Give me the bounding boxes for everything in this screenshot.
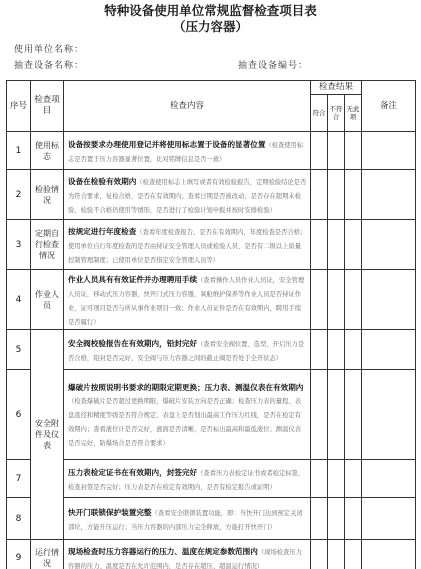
noncompliant-cell[interactable] <box>328 270 345 330</box>
compliant-cell[interactable] <box>311 498 328 540</box>
not-applicable-cell[interactable] <box>345 132 362 170</box>
compliant-cell[interactable] <box>311 540 328 569</box>
row-requirement: 现场检查时压力容器运行的压力、温度在规定参数范围内 <box>68 546 258 556</box>
remark-cell[interactable] <box>362 498 416 540</box>
row-number: 2 <box>7 170 31 220</box>
header-not-applicable: 无此项 <box>345 95 362 132</box>
row-method: （检查使用标志上填写或者有效检验报告，定期检验结论是否为符合要求，复检合格，是否在有效期内；查看日期是否被改动；是否存在超期未检验、检验不合格仍使用等情形，是否进行了检验计划申报并按时安排检验） <box>68 178 307 214</box>
row-content <box>64 370 311 460</box>
row-item: 使用标志 <box>31 132 64 170</box>
row-content <box>64 460 311 498</box>
noncompliant-cell[interactable] <box>328 170 345 220</box>
table-row <box>7 132 416 170</box>
row-item-safety-accessories: 安全附件及仪表 <box>31 330 64 540</box>
row-number: 3 <box>7 220 31 270</box>
table-row <box>7 460 416 498</box>
table-row <box>7 540 416 569</box>
noncompliant-cell[interactable] <box>328 330 345 370</box>
remark-cell[interactable] <box>362 330 416 370</box>
table-row <box>7 270 416 330</box>
table-row <box>7 330 416 370</box>
not-applicable-cell[interactable] <box>345 330 362 370</box>
row-requirement: 压力表检定证书在有效期内，封签完好 <box>68 467 198 477</box>
row-item: 定期自行检查情况 <box>31 220 64 270</box>
table-row <box>7 370 416 460</box>
not-applicable-cell[interactable] <box>345 220 362 270</box>
compliant-cell[interactable] <box>311 132 328 170</box>
noncompliant-cell[interactable] <box>328 460 345 498</box>
remark-cell[interactable] <box>362 540 416 569</box>
row-number: 1 <box>7 132 31 170</box>
table-row <box>7 170 416 220</box>
noncompliant-cell[interactable] <box>328 370 345 460</box>
row-method: （查看安全联锁装置功能，即：当快开门达到预定关闭部位，方能升压运行；当压力容器的内部压力完全释放，方能打开快开门） <box>68 509 303 531</box>
not-applicable-cell[interactable] <box>345 540 362 569</box>
document-subtitle: （压力容器） <box>172 19 248 34</box>
compliant-cell[interactable] <box>311 330 328 370</box>
row-content <box>64 540 311 569</box>
not-applicable-cell[interactable] <box>345 498 362 540</box>
compliant-cell[interactable] <box>311 220 328 270</box>
inspection-table <box>6 80 416 569</box>
document-title: 特种设备使用单位常规监督检查项目表 <box>104 3 317 18</box>
row-requirement: 作业人员具有有效证件并办理聘用手续 <box>68 274 198 284</box>
unit-name-label: 使用单位名称： <box>14 45 85 55</box>
not-applicable-cell[interactable] <box>345 460 362 498</box>
row-requirement: 按规定进行年度检查 <box>68 226 137 236</box>
row-content <box>64 132 311 170</box>
not-applicable-cell[interactable] <box>345 270 362 330</box>
row-method: （查看压力表检定证书或者检定标签，检查封签是否完好；压力表是否在检定有效期内，是否有检定报告或证明） <box>68 469 305 491</box>
row-item: 作业人员 <box>31 270 64 330</box>
row-method: （检查爆破片是否超过更换期限，爆破片安装方向是否正确；检查压力表的量程、表盘直径和精度等级是否符合规定，表盘上是否划出最高工作压力红线，是否在检定有效期内；查看液位计是否完好，液面是否清晰，是否标出最高和最低液位；测温仪表是否完好，防爆场合是否符合要求） <box>68 398 301 447</box>
row-method: （查看年度检查报告，是否在有效期内，年度检查是否合格；使用单位自行年度检查的是否由持证安全管理人员或检验人员、是否有二级以上质量控制管理制度；已使用单位是否指定安全管理人员等） <box>68 228 307 264</box>
row-number: 5 <box>7 330 31 370</box>
noncompliant-cell[interactable] <box>328 498 345 540</box>
row-number: 9 <box>7 540 31 569</box>
row-item: 运行情况 <box>31 540 64 569</box>
row-requirement: 爆破片按照说明书要求的期限定期更换；压力表、测温仪表在有效期内 <box>68 383 304 392</box>
remark-cell[interactable] <box>362 132 416 170</box>
noncompliant-cell[interactable] <box>328 132 345 170</box>
row-number: 4 <box>7 270 31 330</box>
row-content <box>64 170 311 220</box>
noncompliant-cell[interactable] <box>328 540 345 569</box>
header-content: 检查内容 <box>64 81 311 132</box>
header-row <box>7 81 416 95</box>
compliant-cell[interactable] <box>311 370 328 460</box>
header-remark: 备注 <box>362 81 416 132</box>
row-number: 6 <box>7 370 31 460</box>
not-applicable-cell[interactable] <box>345 170 362 220</box>
remark-cell[interactable] <box>362 270 416 330</box>
header-result: 检查结果 <box>311 81 362 95</box>
row-item: 检验情况 <box>31 170 64 220</box>
header-noncompliant: 不符合 <box>328 95 345 132</box>
row-number: 7 <box>7 460 31 498</box>
remark-cell[interactable] <box>362 460 416 498</box>
header-item: 检查项目 <box>31 81 64 132</box>
not-applicable-cell[interactable] <box>345 370 362 460</box>
header-compliant: 符合 <box>311 95 328 132</box>
noncompliant-cell[interactable] <box>328 220 345 270</box>
header-no: 序号 <box>7 81 31 132</box>
row-requirement: 设备在检验有效期内 <box>68 176 137 186</box>
row-content <box>64 270 311 330</box>
table-row <box>7 220 416 270</box>
row-content <box>64 498 311 540</box>
remark-cell[interactable] <box>362 370 416 460</box>
row-requirement: 设备按要求办理使用登记并将使用标志置于设备的显著位置 <box>68 139 266 149</box>
row-requirement: 快开门联锁保护装置完整 <box>68 507 152 517</box>
table-row <box>7 498 416 540</box>
equipment-code-label: 抽查设备编号： <box>238 61 309 71</box>
equipment-name-label: 抽查设备名称： <box>14 61 85 71</box>
row-method: （检查使用标志是否置于压力容器显著位置，比对铭牌信息是否一致） <box>68 141 304 163</box>
remark-cell[interactable] <box>362 170 416 220</box>
compliant-cell[interactable] <box>311 270 328 330</box>
row-method: （查看操作人员作业人员证，安全管理人员证，移动式压力容器，快开门式压力容器，氧舱维护保养等作业人员是否持证作业，证可项目是否与所从事作业项目一致；作业人员证件是否在有效期内，聘用手续是否履行） <box>68 276 305 326</box>
compliant-cell[interactable] <box>311 170 328 220</box>
row-method: （现场检查压力容器的压力、温度是否在允许范围内，是否存在超压、超温运行情况） <box>68 548 302 569</box>
compliant-cell[interactable] <box>311 460 328 498</box>
remark-cell[interactable] <box>362 220 416 270</box>
row-method: （查看安全阀位置、选型、开启压力是否合格，铅封是否完好，安全阀与压力容器之间的截止阀是否处于全开状态） <box>68 340 305 362</box>
row-content <box>64 330 311 370</box>
row-number: 8 <box>7 498 31 540</box>
row-content <box>64 220 311 270</box>
row-requirement: 安全阀校验报告在有效期内，铅封完好 <box>68 338 198 348</box>
